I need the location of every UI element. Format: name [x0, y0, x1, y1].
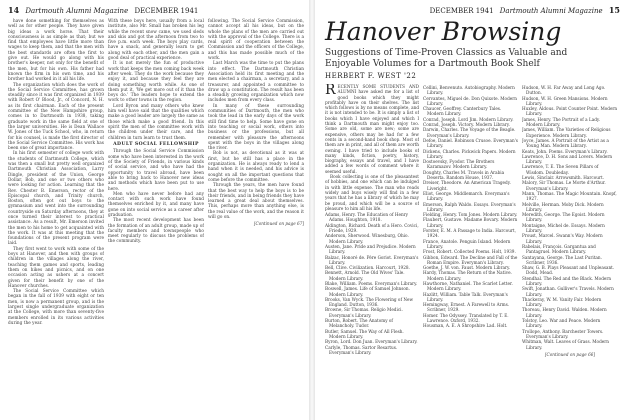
left-column-1	[8, 18, 104, 418]
book-entry: Cervantes, Miguel de. Don Quixote. Modern Library.	[423, 95, 517, 106]
book-entry: Byron, Lord. Don Juan. Everyman's Library.	[325, 339, 418, 345]
book-entry: Goethe, J. W. von. Faust. Modern Library.	[423, 265, 511, 271]
book-entry: Swift, Jonathan. Gulliver's Travels. Modern Library.	[522, 286, 614, 297]
book-entry: Dickens, Charles. Pickwick Papers. Modern Library.	[423, 148, 516, 159]
book-list-2	[423, 85, 518, 329]
book-entry: Proust, Marcel. Swann's Way. Modern Library.	[522, 233, 603, 244]
body-paragraph: Through the years, the men have found that the best way to help the boys is to be their friends, and in being friends they have learned a great deal about themselves. This, perhaps more than anything else, is the real value of the work, and the reason it will go on.	[208, 182, 304, 219]
book-entry: Keats, John. Poems. Everyman's Library.	[522, 148, 608, 154]
book-entry: Hawthorne, Nathaniel. The Scarlet Letter. Modern Library.	[423, 280, 513, 292]
right-folio	[430, 5, 620, 15]
book-entry: James, Henry. The Portrait of a Lady. Modern Library.	[522, 116, 601, 128]
book-entry: Hemingway, Ernest. A Farewell to Arms. Scribner, 1929.	[423, 302, 510, 313]
book-entry: Emerson, Ralph Waldo. Essays. Everyman's Library.	[423, 201, 516, 212]
left-page	[0, 0, 309, 420]
left-issue-date: DECEMBER 1941	[134, 7, 199, 15]
book-entry: Montaigne, Michel de. Essays. Modern Library.	[522, 222, 605, 234]
body-paragraph: following. The Social Service Commission, cannot accept all his ideas, but on the whole the plans of the men are carried out with the approval of the College. There is a real spirit of cooperation between the Commission and the officers of the College, and this has made possible much of the work.	[208, 18, 304, 61]
body-paragraph: Lord Byron and many others who knew him well have said that the qualities which make a good leader are largely the same as those which make a good friend. In this spirit the men of the committee work with the children under their care, and the children in turn learn to trust them.	[108, 102, 204, 140]
book-entry: Malory, Sir Thomas. Le Morte d'Arthur. Everyman's Library.	[522, 180, 606, 191]
book-entry: Chaucer, Geoffrey. Canterbury Tales. Modern Library.	[423, 106, 502, 117]
book-entry: Doughty, Charles M. Travels in Arabia Deserta. Random House, 1937.	[423, 169, 505, 181]
book-entry: Housman, A. E. A Shropshire Lad. Holt.	[423, 323, 508, 329]
body-paragraph: It is not merely the fun of productive work that keeps the men coming back week after week. They do the work because they enjoy it, and because they feel they are doing something worth while. As one of them put it, 'We get more out of it than the boys do.' The leaders hope to extend the work to other towns in the region.	[108, 60, 204, 103]
book-entry: Lawrence, T. E. The Seven Pillars of Wisdom. Doubleday.	[522, 164, 599, 175]
book-entry: Mann, Thomas. The Magic Mountain. Knopf, 1927.	[522, 190, 617, 202]
book-entry: Brooks, Van Wyck. The Flowering of New England. Dutton, 1936.	[325, 296, 414, 308]
left-folio	[8, 5, 198, 15]
book-entry: Hazlitt, William. Table Talk. Everyman's Library.	[423, 291, 508, 302]
book-entry: Thoreau, Henry David. Walden. Modern Library.	[522, 307, 607, 318]
book-entry: Frost, Robert. Collected Poems. Holt, 1939.	[423, 249, 516, 255]
book-entry: Austen, Jane. Pride and Prejudice. Modern Library.	[325, 243, 416, 255]
drop-cap: R	[325, 84, 336, 98]
book-entry: Boswell, James. Life of Samuel Johnson. Modern Library.	[325, 286, 410, 297]
book-entry: Conrad, Joseph. Lord Jim. Modern Library.	[423, 116, 514, 122]
body-paragraph: In many of these surrounding communities of Dartmouth, the men who took the lead in the early days of the work still find time to help. Some have gone on into teaching or social work, others into business or the professions, but all remember with pleasure the afternoons spent with the boys in the villages along the river.	[208, 102, 304, 151]
book-entry: Conrad, Joseph. Victory. Modern Library.	[423, 122, 510, 128]
body-paragraph: They first went to work with some of the boys at Hanover, and then with groups of children in the villages along the river, teaching them games and sports, leading them on hikes and picnics, and on one occasion acting as ushers at a concert given for their benefit by one of the Hanover churches.	[8, 245, 104, 288]
right-issue-date: DECEMBER 1941	[429, 7, 494, 15]
article-intro: RECENTLY SOME STUDENTS AND ALUMNI have asked me for a list of good books which they might profitably have on their shelves. The list which follows is by no means complete, and it is not intended to be. It is simply a list of books which I have enjoyed and which I think a Dartmouth man might enjoy too. Some are old, some are new; some are expensive, others may be had for a few cents in a second-hand book shop. Most of them are in print, and all of them are worth owning. I have tried to include books of many kinds, fiction, poetry, history, biography, essays and travel, and I have added a few words of comment where it seemed useful.	[325, 84, 419, 174]
body-paragraph: The most recent development has been the formation of an adult group, made up of faculty members and townspeople who meet regularly to discuss the problems of the community.	[108, 217, 204, 244]
book-entry: Darwin, Charles. The Voyage of the Beagle. Everyman's Library.	[423, 127, 516, 138]
book-entry: Cellini, Benvenuto. Autobiography. Modern Library.	[423, 85, 515, 96]
article-byline: HERBERT F. WEST '22	[325, 72, 417, 80]
book-entry: Huxley, Aldous. Point Counter Point. Modern Library.	[522, 106, 618, 117]
left-columns	[8, 18, 305, 418]
continued-note-right: [Continued on page 66]	[544, 351, 596, 357]
body-paragraph: have done something for themselves as well as for other people. They have given big ideas a work horse. That their consciousness is as simple as that; but we find that employees have little more than wages to keep them, and that the men with the best standards are often the first to give out. He would go along with his brother's keeper, not only for the benefit of the men, but for his own. His father had known the firm in his own time, and his brother had worked in it all his life.	[8, 18, 104, 82]
right-magazine-name: Dartmouth Alumni Magazine	[499, 7, 603, 15]
body-paragraph: With these boys here, usually from a local institute, also Mr. Small has broken his leg while the recent snow came, we used sleds and skis and got the afternoon from two to five p.m. each week. The boys play cards, have a snack, and generally learn to get along with each other, and the men gain a good deal of practical experience.	[108, 18, 204, 61]
body-paragraph: The Social Service Committee which began in the fall of 1939 with eight or ten men, is now a permanent group, and is the largest single undergraduate organization at the College, with more than seventy-five members enrolled in its various activities during the year.	[8, 288, 104, 325]
book-list-1	[325, 212, 419, 355]
continued-note-left: [Continued on page 67]	[253, 221, 304, 227]
left-column-2	[108, 18, 204, 418]
article-title: Hanover Browsing	[325, 17, 562, 46]
book-entry: France, Anatole. Penguin Island. Modern Library.	[423, 238, 511, 249]
right-page	[315, 0, 628, 420]
book-entry: Lawrence, D. H. Sons and Lovers. Modern Library.	[522, 153, 613, 165]
book-entry: James, William. The Varieties of Religious Experience. Modern Library.	[522, 127, 611, 138]
book-entry: Hudson, W. H. Far Away and Long Ago. Dutton.	[522, 85, 606, 96]
body-paragraph: The organization which does the work of the Social Service Committee, has grown steadily since it was first organized in 1939 with Robert O' Blood, Jr., of Concord, N. H. as its first chairman. Each of the present committee of the New Hampshire group, comes in to Dartmouth in 1938, taking graduate work in the same field at one of the larger universities. He is Dean Wallace W. Jones of the Tuck School, who, in return for his counsel, is made the first director of the Social Service Committee. His work has been one of great importance.	[8, 81, 104, 151]
book-entry: Carlyle, Thomas. Sartor Resartus. Everyman's Library.	[325, 344, 398, 355]
book-entry: Browne, Sir Thomas. Religio Medici. Everyman's Library.	[325, 307, 403, 318]
book-entry: Thackeray, W. M. Vanity Fair. Modern Library.	[522, 296, 602, 308]
left-page-number: 14	[8, 5, 20, 15]
book-entry: Defoe, Daniel. Robinson Crusoe. Everyman's Library.	[423, 137, 518, 149]
body-paragraph: Men who have never before had any contact with such work have found themselves enriched by it, and many have gone on into social service as a career after graduation.	[108, 190, 204, 217]
book-entry: Balzac, Honoré de. Père Goriot. Everyman's Library.	[325, 254, 419, 265]
book-entry: Anderson, Sherwood. Winesburg, Ohio. Modern Library.	[325, 233, 409, 244]
left-column-3	[208, 18, 304, 418]
right-column-3	[522, 84, 618, 418]
book-entry: Homer. The Odyssey. Translated by T. E. Lawrence. Oxford, 1932.	[423, 312, 509, 324]
book-entry: Stendhal. The Red and the Black. Modern Library.	[522, 275, 612, 286]
left-magazine-name: Dartmouth Alumni Magazine	[25, 7, 129, 15]
book-entry: Fielding, Henry. Tom Jones. Modern Library.	[423, 212, 518, 218]
book-entry: Hudson, W. H. Green Mansions. Modern Library.	[522, 95, 608, 106]
book-entry: Shaw, G. B. Plays Pleasant and Unpleasant. Dodd, Mead.	[522, 265, 615, 276]
book-entry: Tolstoy, Leo. War and Peace. Modern Library.	[522, 318, 601, 329]
book-entry: Forster, E. M. A Passage to India. Harcourt, 1924.	[423, 228, 516, 239]
book-entry: Trollope, Anthony. Barchester Towers. Everyman's Library.	[522, 328, 604, 339]
book-entry: Flaubert, Gustave. Madame Bovary. Modern Library.	[423, 217, 518, 228]
book-list-3	[522, 85, 618, 350]
book-entry: Joyce, James. A Portrait of the Artist as a Young Man. Modern Library.	[522, 137, 609, 149]
body-paragraph: In his first semester of college work with the students of Dartmouth College, which was then a small but pretty well organized Dartmouth Christian Association, Larry Dingle, president of the Union, George Dollar, Bob, and one or two others who were looking for action. Learning that the Rev. Chester B. Emerson, rector of the Episcopal church, and Trinity church, Boston, often got out boys to the gymnasium and went into the surrounding countryside on Saturday afternoons, they at once turned their interest to practical assistance. As a result, Mr. Emerson invited the men to his home to get acquainted with the work. It was at this meeting that the foundations of the present program were laid.	[8, 150, 104, 246]
book-entry: Eliot, George. Middlemarch. Everyman's Library.	[423, 190, 510, 202]
book-entry: Butler, Samuel. The Way of All Flesh. Modern Library.	[325, 328, 404, 339]
book-entry: Meredith, George. The Egoist. Modern Library.	[522, 212, 605, 223]
book-entry: Burton, Robert. The Anatomy of Melancholy. Tudor.	[325, 318, 393, 329]
article-intro-2: Book collecting is one of the pleasantest of hobbies, and one which can be indulged in with little expense. The man who reads widely and buys wisely will find in a few years that he has a library of which he may be proud, and which will be a source of pleasure to him all his life.	[325, 174, 419, 211]
right-column-2	[423, 84, 518, 418]
book-entry: Santayana, George. The Last Puritan. Scribner, 1936.	[522, 254, 602, 265]
book-entry: Bell, Clive. Civilization. Harcourt, 1928.	[325, 265, 410, 271]
body-paragraph: Through the Social Service Commission some who have been interested in the work of the Society of Friends, in various kinds of social service, and who have had the opportunity to travel abroad, have been able to bring back to Hanover new ideas and methods which have been put to use here.	[108, 148, 204, 191]
section-heading: ADULT SOCIAL FELLOWSHIP	[113, 141, 199, 147]
book-entry: Dreiser, Theodore. An American Tragedy. Liveright.	[423, 180, 511, 191]
book-entry: Blake, William. Poems. Everyman's Library.	[325, 280, 418, 286]
book-entry: Melville, Herman. Moby Dick. Modern Library.	[522, 201, 604, 212]
body-paragraph: Bob is not, as devotional as it was at first, but he still has a place in the organization. He is always ready to lend a hand when it is needed, and his advice is sought on all the important questions that come before the committee.	[208, 150, 304, 182]
book-entry: Gibbon, Edward. The Decline and Fall of the Roman Empire. Everyman's Library.	[423, 254, 518, 265]
book-entry: Rabelais, François. Gargantua and Pantagruel. Modern Library.	[522, 243, 596, 255]
right-column-1	[325, 84, 419, 418]
book-entry: Bennett, Arnold. The Old Wives' Tale. Modern Library.	[325, 270, 405, 281]
book-entry: Whitman, Walt. Leaves of Grass. Modern Library.	[522, 339, 609, 350]
right-page-number: 15	[608, 5, 620, 15]
book-entry: Dostoevsky, Fyodor. The Brothers Karamazov. Modern Library.	[423, 159, 495, 170]
article-subtitle: Suggestions of Time-Proven Classics as Valuable and Enjoyable Volumes for a Dartmouth Book Shelf	[325, 48, 568, 69]
book-entry: Hardy, Thomas. The Return of the Native. Modern Library.	[423, 270, 512, 281]
book-entry: Aldington, Richard. Death of a Hero. Covici, Friede, 1929.	[325, 222, 419, 234]
body-paragraph: Last March was the time to put the plans into effect. The Dartmouth Christian Association held its first meeting and the men elected a chairman, a secretary, and a treasurer, and appointed a committee to draw up a constitution. The result has been a steadily growing organization which now includes men from every class.	[208, 60, 304, 103]
book-entry: Lewis, Sinclair. Arrowsmith. Harcourt.	[522, 175, 604, 181]
book-entry: Adams, Henry. The Education of Henry Adams. Houghton, 1918.	[325, 212, 409, 223]
